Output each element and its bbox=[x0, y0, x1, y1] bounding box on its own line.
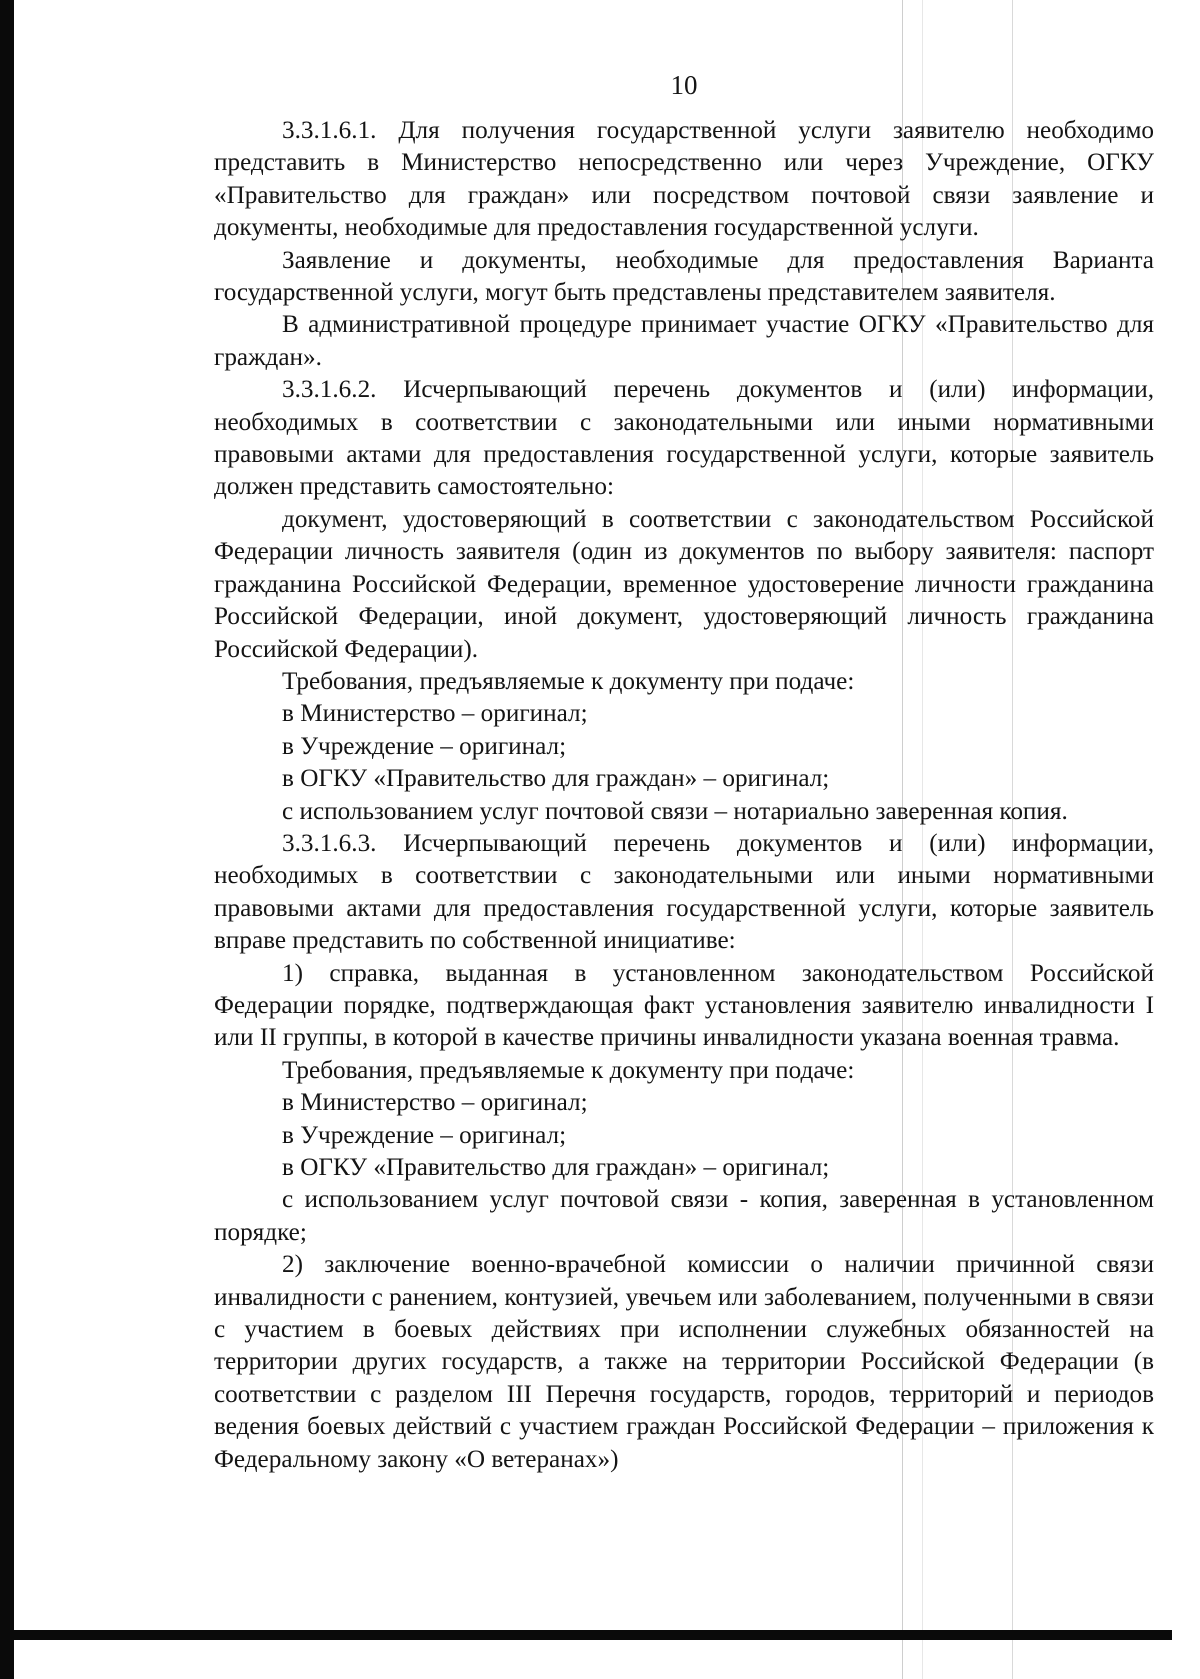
paragraph: 1) справка, выданная в установленном законодательством Российской Федерации порядке, подтверждающая факт установления заявителю инвалидности I или II группы, в которой в качестве причины инвалидности указана военная травма. bbox=[214, 959, 1154, 1052]
paragraph: Требования, предъявляемые к документу при подаче: bbox=[282, 667, 855, 695]
paragraph: в ОГКУ «Правительство для граждан» – оригинал; bbox=[282, 1154, 830, 1181]
paragraph: в Министерство – оригинал; bbox=[282, 1089, 588, 1117]
paragraph: Заявление и документы, необходимые для предоставления Варианта государственной услуги, могут быть представлены представителем заявителя. bbox=[214, 246, 1154, 307]
paragraph: 3.3.1.6.1. Для получения государственной услуги заявителю необходимо представить в Министерство непосредственно или через Учреждение, ОГКУ «Правительство для граждан» или посредством почтовой связи заявление и документы, необходимые для предоставления государственной услуги. bbox=[214, 117, 1154, 242]
document-body bbox=[214, 115, 1154, 1476]
paragraph: с использованием услуг почтовой связи – нотариально заверенная копия. bbox=[282, 797, 1068, 825]
paragraph: 3.3.1.6.3. Исчерпывающий перечень документов и (или) информации, необходимых в соответствии с законодательными или иными нормативными правовыми актами для предоставления государственной услуги, которые заявитель вправе представить по собственной инициативе: bbox=[214, 829, 1154, 955]
paragraph: с использованием услуг почтовой связи - копия, заверенная в установленном порядке; bbox=[214, 1186, 1154, 1246]
scan-border-bottom bbox=[0, 1630, 1172, 1640]
paragraph: 2) заключение военно-врачебной комиссии о наличии причинной связи инвалидности с ранением, контузией, увечьем или заболеванием, полученными в связи с участием в боевых действиях при исполнении служебных обязанностей на территории других государств, а также на территории Российской Федерации (в соответствии с разделом III Перечня государств, городов, территорий и периодов ведения боевых действий с участием граждан Российской Федерации – приложения к Федеральному закону «О ветеранах») bbox=[214, 1251, 1154, 1473]
scan-border-left bbox=[0, 0, 14, 1679]
page-number: 10 bbox=[670, 70, 698, 100]
paragraph: в Учреждение – оригинал; bbox=[282, 1121, 567, 1149]
paragraph: В административной процедуре принимает участие ОГКУ «Правительство для граждан». bbox=[214, 311, 1154, 371]
paragraph: в Министерство – оригинал; bbox=[282, 700, 588, 728]
paragraph: документ, удостоверяющий в соответствии с законодательством Российской Федерации личность заявителя (один из документов по выбору заявителя: паспорт гражданина Российской Федерации, временное удостоверение личности гражданина Российской Федерации, иной документ, удостоверяющий личность гражданина Российской Федерации). bbox=[214, 505, 1154, 663]
paragraph: в ОГКУ «Правительство для граждан» – оригинал; bbox=[282, 765, 830, 793]
document-page bbox=[214, 58, 1154, 1476]
paragraph: в Учреждение – оригинал; bbox=[282, 732, 567, 760]
paragraph: 3.3.1.6.2. Исчерпывающий перечень документов и (или) информации, необходимых в соответствии с законодательными или иными нормативными правовыми актами для предоставления государственной услуги, которые заявитель должен представить самостоятельно: bbox=[214, 376, 1154, 501]
paragraph: Требования, предъявляемые к документу при подаче: bbox=[282, 1056, 855, 1084]
